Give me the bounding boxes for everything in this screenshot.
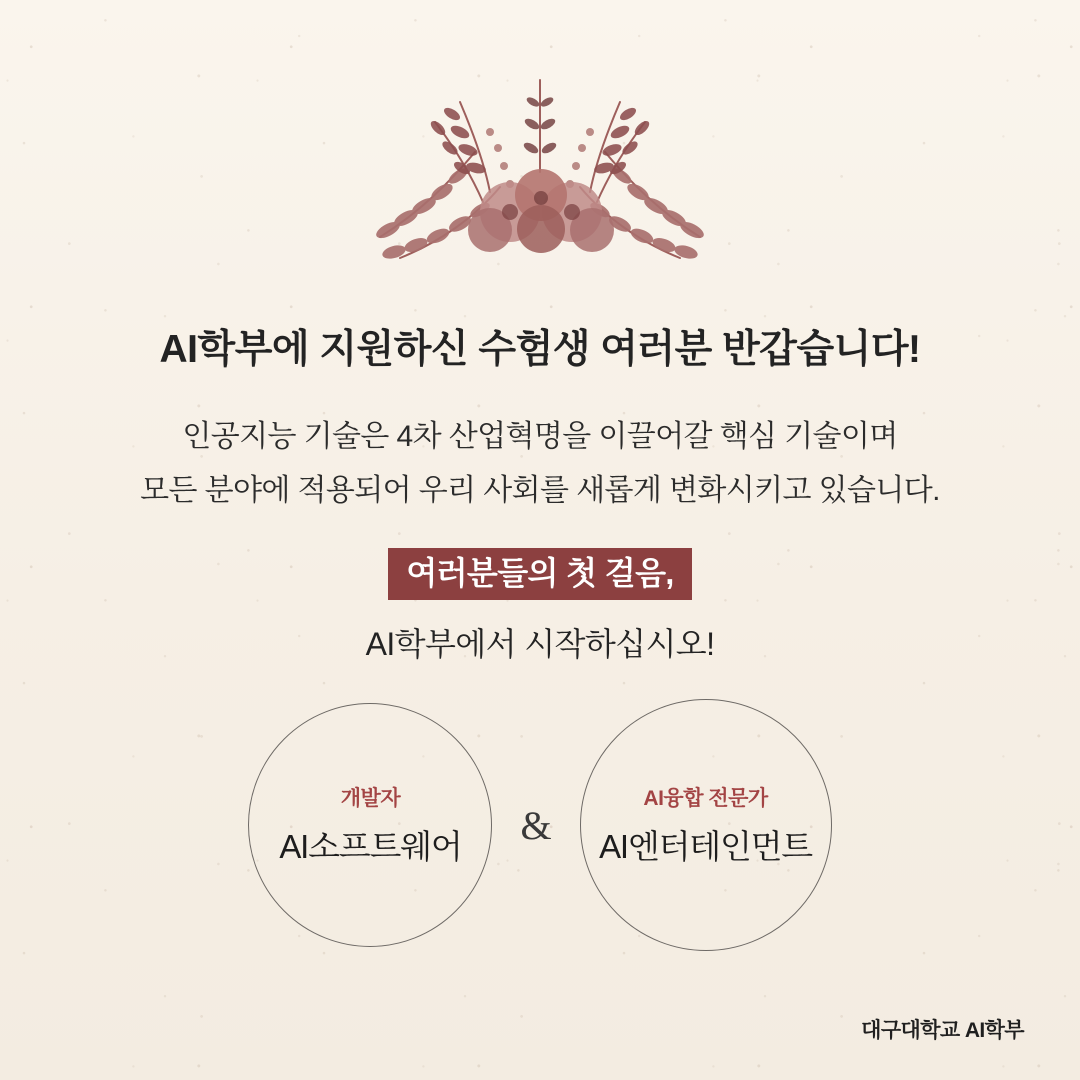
- ampersand-separator: &: [520, 802, 552, 848]
- track-title: AI소프트웨어: [279, 828, 462, 865]
- lead-line-1: 인공지능 기술은 4차 산업혁명을 이끌어갈 핵심 기술이며: [182, 420, 898, 453]
- lead-line-2: 모든 분야에 적용되어 우리 사회를 새롭게 변화시키고 있습니다.: [140, 474, 940, 507]
- track-circle-software: [248, 703, 492, 947]
- track-subtitle: 개발자: [340, 787, 401, 810]
- track-circle-entertainment: [580, 699, 832, 951]
- track-circles: [0, 700, 1080, 950]
- call-to-action: [0, 548, 1080, 665]
- cta-highlight-text: 여러분들의 첫 걸음,: [388, 548, 691, 600]
- footer-signature: 대구대학교 AI학부: [861, 1019, 1024, 1042]
- page-title: AI학부에 지원하신 수험생 여러분 반갑습니다!: [159, 328, 921, 371]
- track-subtitle: AI융합 전문가: [643, 787, 768, 810]
- lead-paragraph: [0, 410, 1080, 518]
- cta-second-line: AI학부에서 시작하십시오!: [365, 626, 715, 662]
- floral-bouquet-icon: [340, 62, 740, 282]
- track-title: AI엔터테인먼트: [599, 828, 812, 865]
